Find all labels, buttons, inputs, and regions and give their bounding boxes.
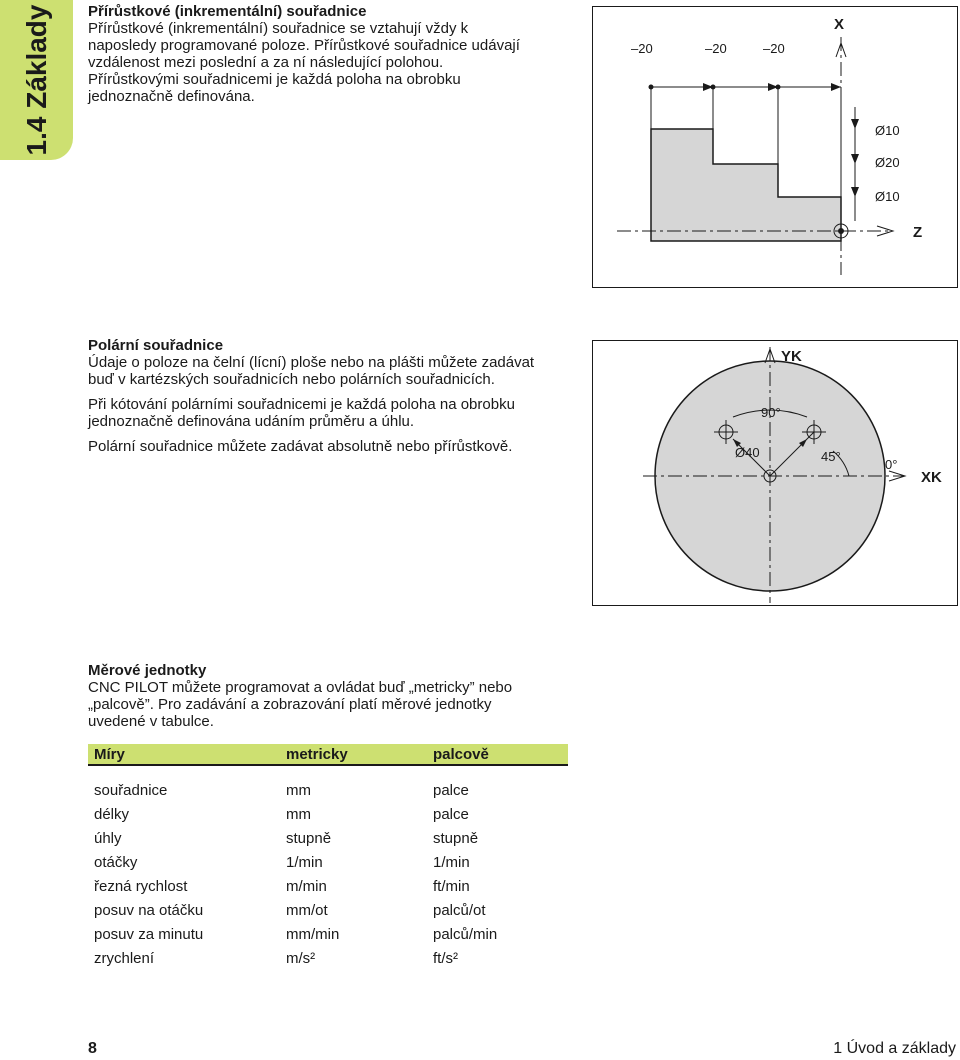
column-header: palcově	[427, 744, 568, 765]
angle-label: 0°	[885, 457, 898, 472]
chapter-tab-label: 1.4 Základy	[21, 4, 52, 156]
chapter-tab	[0, 0, 73, 160]
diameter-label: Ø10	[875, 123, 900, 138]
table-cell: otáčky	[94, 853, 138, 871]
table-cell: zrychlení	[94, 949, 155, 967]
units-heading: Měrové jednotky	[88, 662, 207, 679]
units-table	[88, 744, 568, 970]
table-row	[88, 802, 568, 826]
polar-diagram	[593, 341, 957, 605]
axis-xk-label: XK	[921, 469, 942, 486]
table-cell: stupně	[433, 829, 479, 847]
column-header: Míry	[88, 744, 280, 765]
workpiece-shape	[651, 129, 841, 241]
table-row	[88, 946, 568, 970]
text-line: Údaje o poloze na čelní (lícní) ploše nebo na plášti můžete zadávat	[88, 354, 535, 371]
table-cell: úhly	[94, 829, 122, 847]
table-cell: mm	[286, 781, 311, 799]
table-cell: palců/ot	[433, 901, 486, 919]
table-cell: m/s²	[286, 949, 316, 967]
table-cell: souřadnice	[94, 781, 168, 799]
table-cell: mm/min	[286, 925, 340, 943]
incremental-text	[88, 20, 583, 105]
table-cell: m/min	[286, 877, 327, 895]
text-line: buď v kartézských souřadnicích nebo polárních souřadnicích.	[88, 371, 495, 388]
table-row	[88, 874, 568, 898]
axis-x-label: X	[834, 16, 845, 33]
axis-yk-label: YK	[781, 348, 802, 365]
table-row	[88, 826, 568, 850]
table-row	[88, 765, 568, 802]
polar-figure	[592, 340, 958, 606]
incremental-figure	[592, 6, 958, 288]
polar-paragraph	[88, 438, 583, 455]
table-row	[88, 898, 568, 922]
table-cell: mm/ot	[286, 901, 328, 919]
diameter-label: Ø40	[735, 445, 760, 460]
table-cell: palce	[433, 805, 469, 823]
table-row	[88, 850, 568, 874]
table-cell: palce	[433, 781, 469, 799]
table-cell: řezná rychlost	[94, 877, 188, 895]
table-row	[88, 922, 568, 946]
table-cell: posuv na otáčku	[94, 901, 204, 919]
angle-label: 90°	[761, 405, 781, 420]
dim-label: –20	[763, 41, 785, 56]
table-cell: posuv za minutu	[94, 925, 204, 943]
dim-label: –20	[705, 41, 727, 56]
polar-heading: Polární souřadnice	[88, 337, 224, 354]
page-number: 8	[88, 1040, 97, 1057]
polar-section	[88, 337, 583, 463]
polar-paragraph	[88, 354, 583, 388]
text-line: jednoznačně definována udáním průměru a úhlu.	[88, 413, 415, 430]
diameter-label: Ø20	[875, 155, 900, 170]
units-text	[88, 679, 583, 730]
incremental-heading: Přírůstkové (inkrementální) souřadnice	[88, 3, 367, 20]
angle-label: 45°	[821, 449, 841, 464]
table-cell: ft/s²	[433, 949, 458, 967]
table-header-row	[88, 744, 568, 765]
text-line: Přírůstkovými souřadnicemi je každá poloha na obrobku	[88, 71, 461, 88]
table-cell: 1/min	[433, 853, 470, 871]
text-line: vzdálenost mezi poslední a za ní následující polohou.	[88, 54, 444, 71]
diameter-label: Ø10	[875, 189, 900, 204]
text-line: uvedené v tabulce.	[88, 713, 214, 730]
table-cell: 1/min	[286, 853, 323, 871]
table-cell: mm	[286, 805, 311, 823]
units-section	[88, 662, 583, 738]
incremental-diagram	[593, 7, 957, 287]
text-line: Přírůstkové (inkrementální) souřadnice se vztahují vždy k	[88, 20, 469, 37]
text-line: CNC PILOT můžete programovat a ovládat buď „metricky” nebo	[88, 679, 513, 696]
text-line: jednoznačně definována.	[88, 88, 255, 105]
incremental-section	[88, 3, 583, 113]
text-line: Při kótování polárními souřadnicemi je každá poloha na obrobku	[88, 396, 515, 413]
text-line: „palcově”. Pro zadávání a zobrazování platí měrové jednotky	[88, 696, 492, 713]
column-header: metricky	[280, 744, 427, 765]
text-line: naposledy programované poloze. Přírůstkové souřadnice udávají	[88, 37, 520, 54]
axis-z-label: Z	[913, 224, 923, 241]
table-cell: stupně	[286, 829, 332, 847]
text-line: Polární souřadnice můžete zadávat absolutně nebo přírůstkově.	[88, 438, 513, 455]
table-cell: palců/min	[433, 925, 498, 943]
chapter-title: 1 Úvod a základy	[833, 1040, 956, 1057]
polar-paragraph	[88, 396, 583, 430]
table-cell: délky	[94, 805, 130, 823]
table-cell: ft/min	[433, 877, 470, 895]
dim-label: –20	[631, 41, 653, 56]
